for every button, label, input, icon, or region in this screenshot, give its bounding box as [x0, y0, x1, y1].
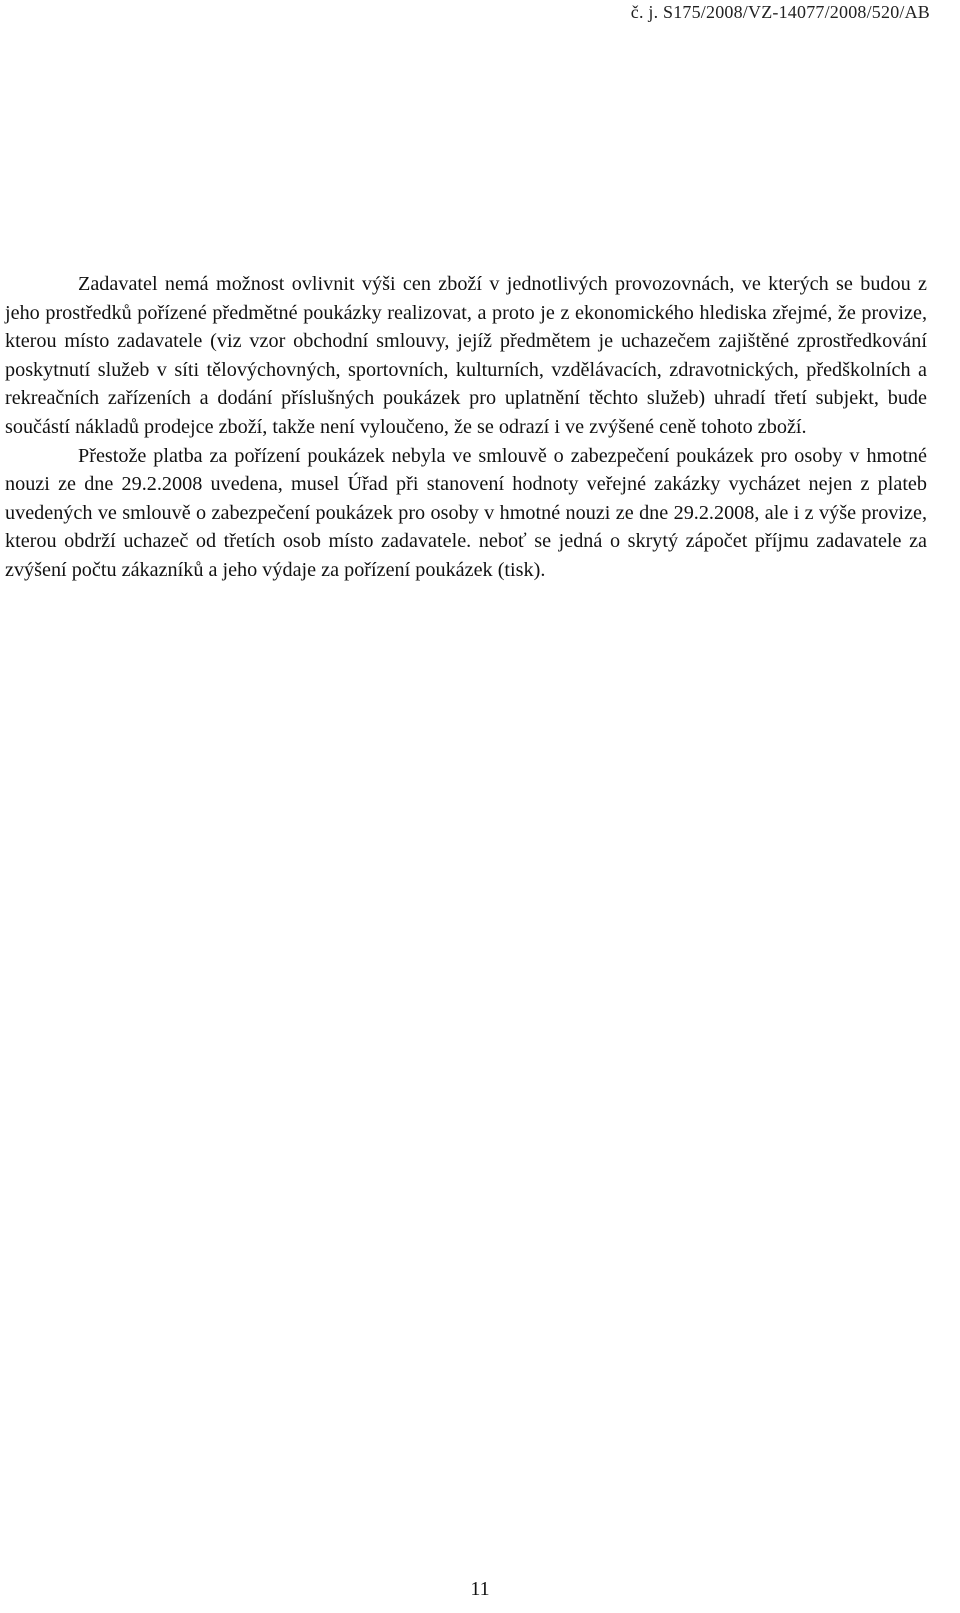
document-body — [5, 270, 927, 585]
paragraph-1: Zadavatel nemá možnost ovlivnit výši cen zboží v jednotlivých provozovnách, ve kterých se budou z jeho prostředků pořízené předmětné poukázky realizovat, a proto je z ekonomického hlediska zřejmé, že provize, kterou místo zadavatele (viz vzor obchodní smlouvy, jejíž předmětem je uchazečem zajištěné zprostředkování poskytnutí služeb v síti tělovýchovných, sportovních, kulturních, vzdělávacích, zdravotnických, předškolních a rekreačních zařízeních a dodání příslušných poukázek pro uplatnění těchto služeb) uhradí třetí subjekt, bude součástí nákladů prodejce zboží, takže není vyloučeno, že se odrazí i ve zvýšené ceně tohoto zboží. — [5, 273, 927, 438]
page-number: 11 — [470, 1578, 490, 1600]
document-reference-number: č. j. S175/2008/VZ-14077/2008/520/AB — [630, 2, 930, 22]
paragraph-2: Přestože platba za pořízení poukázek nebyla ve smlouvě o zabezpečení poukázek pro osoby v hmotné nouzi ze dne 29.2.2008 uvedena, musel Úřad při stanovení hodnoty veřejné zakázky vycházet nejen z plateb uvedených ve smlouvě o zabezpečení poukázek pro osoby v hmotné nouzi ze dne 29.2.2008, ale i z výše provize, kterou obdrží uchazeč od třetích osob místo zadavatele. neboť se jedná o skrytý zápočet příjmu zadavatele za zvýšení počtu zákazníků a jeho výdaje za pořízení poukázek (tisk). — [5, 444, 927, 581]
